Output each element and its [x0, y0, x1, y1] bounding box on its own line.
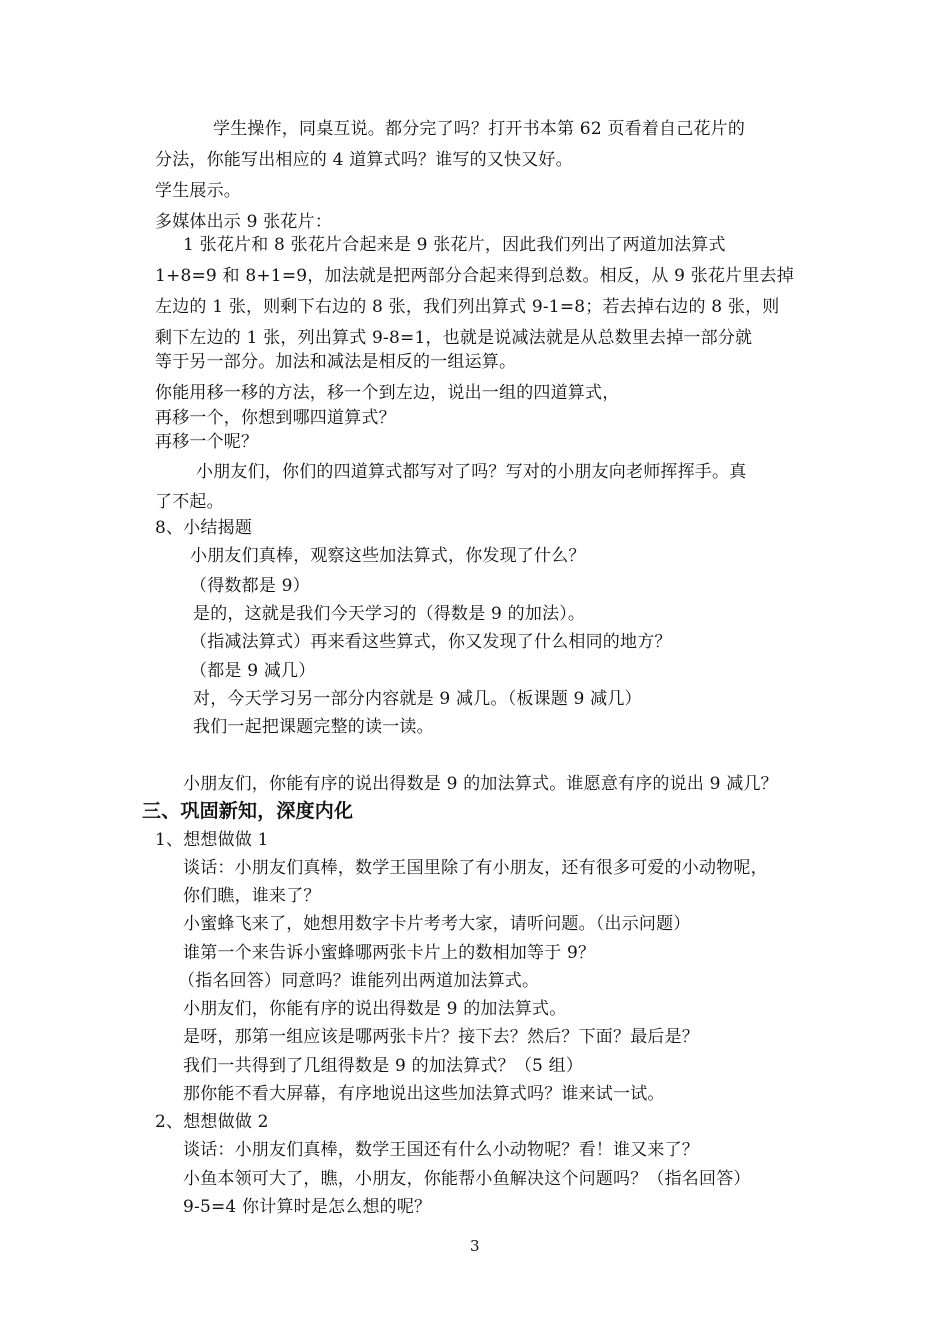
paragraph-line: 谈话：小朋友们真棒，数学王国还有什么小动物呢？看！谁又来了？ — [183, 1140, 699, 1160]
paragraph-line: 小朋友们，你们的四道算式都写对了吗？写对的小朋友向老师挥挥手。真 — [196, 462, 747, 482]
paragraph-line: 是的，这就是我们今天学习的（得数是 9 的加法）。 — [193, 604, 586, 624]
paragraph-line: 小蜜蜂飞来了，她想用数字卡片考考大家，请听问题。（出示问题） — [183, 914, 691, 934]
section-heading: 三、巩固新知，深度内化 — [142, 800, 354, 822]
paragraph-line: 1 张花片和 8 张花片合起来是 9 张花片，因此我们列出了两道加法算式 — [183, 235, 726, 255]
paragraph-line: 是呀，那第一组应该是哪两张卡片？接下去？然后？下面？最后是？ — [183, 1027, 699, 1047]
paragraph-line: 再移一个，你想到哪四道算式？ — [155, 408, 396, 428]
paragraph-line: 你们瞧，谁来了？ — [183, 886, 321, 906]
paragraph-line: 小朋友们真棒，观察这些加法算式，你发现了什么？ — [190, 546, 586, 566]
paragraph-line: 小鱼本领可大了，瞧，小朋友，你能帮小鱼解决这个问题吗？（指名回答） — [183, 1169, 751, 1189]
paragraph-line: 谁第一个来告诉小蜜蜂哪两张卡片上的数相加等于 9？ — [183, 943, 596, 963]
section-subheading: 2、想想做做 2 — [155, 1112, 269, 1132]
paragraph-line: 等于另一部分。加法和减法是相反的一组运算。 — [155, 352, 517, 372]
paragraph-line: 剩下左边的 1 张，列出算式 9-8=1，也就是说减法就是从总数里去掉一部分就 — [155, 328, 753, 348]
paragraph-line: 9-5=4 你计算时是怎么想的呢？ — [183, 1197, 432, 1217]
paragraph-line: 分法，你能写出相应的 4 道算式吗？谁写的又快又好。 — [155, 150, 573, 170]
paragraph-line: （指减法算式）再来看这些算式，你又发现了什么相同的地方？ — [190, 632, 672, 652]
paragraph-line: 我们一起把课题完整的读一读。 — [193, 717, 434, 737]
paragraph-line: 学生操作，同桌互说。都分完了吗？打开书本第 62 页看着自己花片的 — [213, 119, 746, 139]
paragraph-line: 1+8=9 和 8+1=9，加法就是把两部分合起来得到总数。相反，从 9 张花片里去掉 — [155, 266, 794, 286]
paragraph-line: 那你能不看大屏幕，有序地说出这些加法算式吗？谁来试一试。 — [183, 1084, 665, 1104]
paragraph-line: 小朋友们，你能有序的说出得数是 9 的加法算式。 — [183, 999, 567, 1019]
paragraph-line: 对，今天学习另一部分内容就是 9 减几。（板课题 9 减几） — [193, 689, 642, 709]
paragraph-line: （都是 9 减几） — [190, 661, 316, 681]
paragraph-line: 小朋友们，你能有序的说出得数是 9 的加法算式。谁愿意有序的说出 9 减几？ — [183, 774, 778, 794]
paragraph-line: 谈话：小朋友们真棒，数学王国里除了有小朋友，还有很多可爱的小动物呢， — [183, 858, 768, 878]
paragraph-line: 再移一个呢？ — [155, 432, 259, 452]
paragraph-line: （指名回答）同意吗？谁能列出两道加法算式。 — [178, 971, 540, 991]
paragraph-line: 学生展示。 — [155, 181, 241, 201]
section-subheading: 1、想想做做 1 — [155, 830, 269, 850]
paragraph-line: （得数都是 9） — [190, 576, 310, 596]
section-subheading: 8、小结揭题 — [155, 518, 253, 538]
paragraph-line: 左边的 1 张，则剩下右边的 8 张，我们列出算式 9-1=8；若去掉右边的 8 张，则 — [155, 297, 780, 317]
paragraph-line: 多媒体出示 9 张花片： — [155, 212, 333, 232]
paragraph-line: 你能用移一移的方法，移一个到左边，说出一组的四道算式， — [155, 383, 620, 403]
paragraph-line: 了不起。 — [155, 492, 224, 512]
page-number: 3 — [470, 1237, 480, 1255]
paragraph-line: 我们一共得到了几组得数是 9 的加法算式？（5 组） — [183, 1056, 584, 1076]
